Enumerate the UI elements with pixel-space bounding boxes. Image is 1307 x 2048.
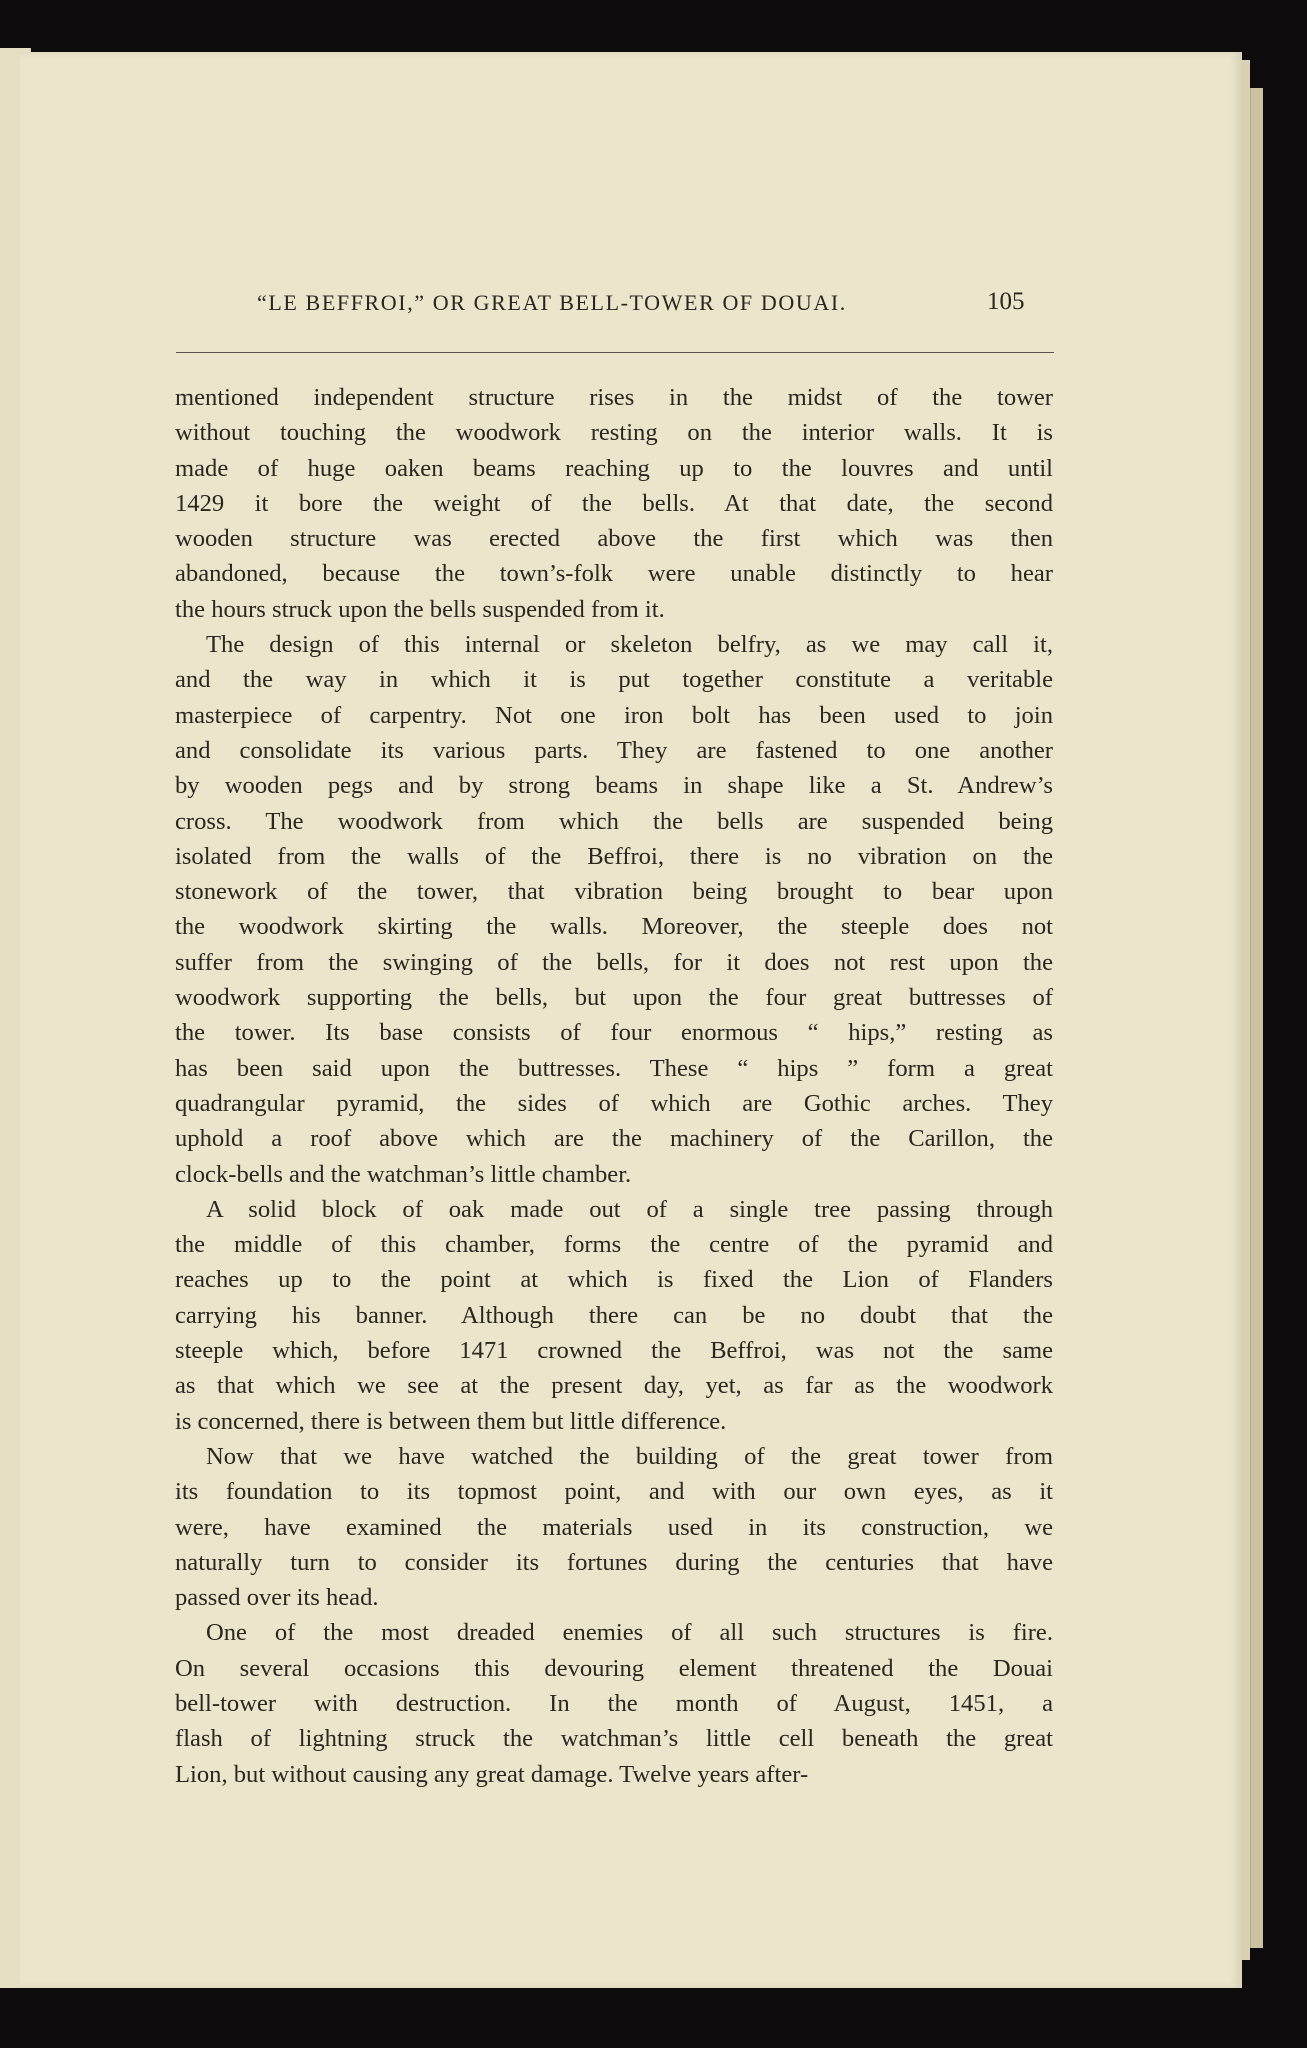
text-line: The design of this internal or skeleton belfry, as we may call it, bbox=[206, 631, 1053, 659]
text-line: cross. The woodwork from which the bells are suspended being bbox=[175, 807, 1053, 835]
text-line: reaches up to the point at which is fixed the Lion of Flanders bbox=[175, 1266, 1053, 1294]
text-line: woodwork supporting the bells, but upon the four great buttresses of bbox=[175, 984, 1053, 1012]
text-line: as that which we see at the present day, yet, as far as the woodwork bbox=[175, 1372, 1053, 1400]
running-header bbox=[20, 290, 1242, 330]
text-line: without touching the woodwork resting on the interior walls. It is bbox=[175, 419, 1053, 447]
text-line: made of huge oaken beams reaching up to the louvres and until bbox=[175, 454, 1053, 482]
text-line: stonework of the tower, that vibration being brought to bear upon bbox=[175, 878, 1053, 906]
text-line: clock-bells and the watchman’s little chamber. bbox=[175, 1160, 632, 1188]
body-text bbox=[175, 380, 1053, 1792]
text-line: One of the most dreaded enemies of all such structures is fire. bbox=[206, 1619, 1053, 1647]
text-line: Lion, but without causing any great damage. Twelve years after- bbox=[175, 1760, 809, 1788]
text-line: the woodwork skirting the walls. Moreover, the steeple does not bbox=[175, 913, 1053, 941]
text-line: and the way in which it is put together constitute a veritable bbox=[175, 666, 1053, 694]
text-line: uphold a roof above which are the machinery of the Carillon, the bbox=[175, 1125, 1053, 1153]
text-line: by wooden pegs and by strong beams in shape like a St. Andrew’s bbox=[175, 772, 1053, 800]
text-line: quadrangular pyramid, the sides of which are Gothic arches. They bbox=[175, 1089, 1053, 1117]
paragraph bbox=[175, 380, 1053, 627]
text-line: its foundation to its topmost point, and with our own eyes, as it bbox=[175, 1478, 1053, 1506]
text-line: and consolidate its various parts. They are fastened to one another bbox=[175, 736, 1053, 764]
paragraph bbox=[175, 627, 1053, 1192]
text-line: is concerned, there is between them but little difference. bbox=[175, 1407, 727, 1435]
running-title: “LE BEFFROI,” OR GREAT BELL-TOWER OF DOUAI. bbox=[257, 290, 847, 315]
text-line: naturally turn to consider its fortunes during the centuries that have bbox=[175, 1548, 1053, 1576]
text-line: has been said upon the buttresses. These “ hips ” form a great bbox=[175, 1054, 1053, 1082]
paragraph bbox=[175, 1615, 1053, 1791]
text-line: the hours struck upon the bells suspended from it. bbox=[175, 595, 665, 623]
text-line: were, have examined the materials used in its construction, we bbox=[175, 1513, 1053, 1541]
book-page bbox=[20, 52, 1242, 1988]
page-number: 105 bbox=[987, 288, 1025, 315]
text-line: 1429 it bore the weight of the bells. At that date, the second bbox=[175, 489, 1053, 517]
text-line: On several occasions this devouring element threatened the Douai bbox=[175, 1654, 1053, 1682]
text-line: passed over its head. bbox=[175, 1584, 379, 1612]
text-line: steeple which, before 1471 crowned the Beffroi, was not the same bbox=[175, 1337, 1053, 1365]
text-line: the middle of this chamber, forms the centre of the pyramid and bbox=[175, 1231, 1053, 1259]
text-line: isolated from the walls of the Beffroi, there is no vibration on the bbox=[175, 842, 1053, 870]
header-rule bbox=[176, 352, 1054, 353]
text-line: A solid block of oak made out of a single tree passing through bbox=[206, 1195, 1053, 1223]
paragraph bbox=[175, 1192, 1053, 1439]
text-line: carrying his banner. Although there can be no doubt that the bbox=[175, 1301, 1053, 1329]
text-line: flash of lightning struck the watchman’s little cell beneath the great bbox=[175, 1725, 1053, 1753]
text-line: abandoned, because the town’s-folk were unable distinctly to hear bbox=[175, 560, 1053, 588]
text-line: the tower. Its base consists of four enormous “ hips,” resting as bbox=[175, 1019, 1053, 1047]
text-line: bell-tower with destruction. In the month of August, 1451, a bbox=[175, 1689, 1053, 1717]
text-line: masterpiece of carpentry. Not one iron bolt has been used to join bbox=[175, 701, 1053, 729]
text-line: mentioned independent structure rises in the midst of the tower bbox=[175, 384, 1053, 411]
text-line: suffer from the swinging of the bells, for it does not rest upon the bbox=[175, 948, 1053, 976]
paragraph bbox=[175, 1439, 1053, 1615]
book-cover-edge bbox=[1250, 88, 1263, 1948]
text-line: Now that we have watched the building of the great tower from bbox=[206, 1442, 1053, 1470]
text-line: wooden structure was erected above the first which was then bbox=[175, 525, 1053, 553]
